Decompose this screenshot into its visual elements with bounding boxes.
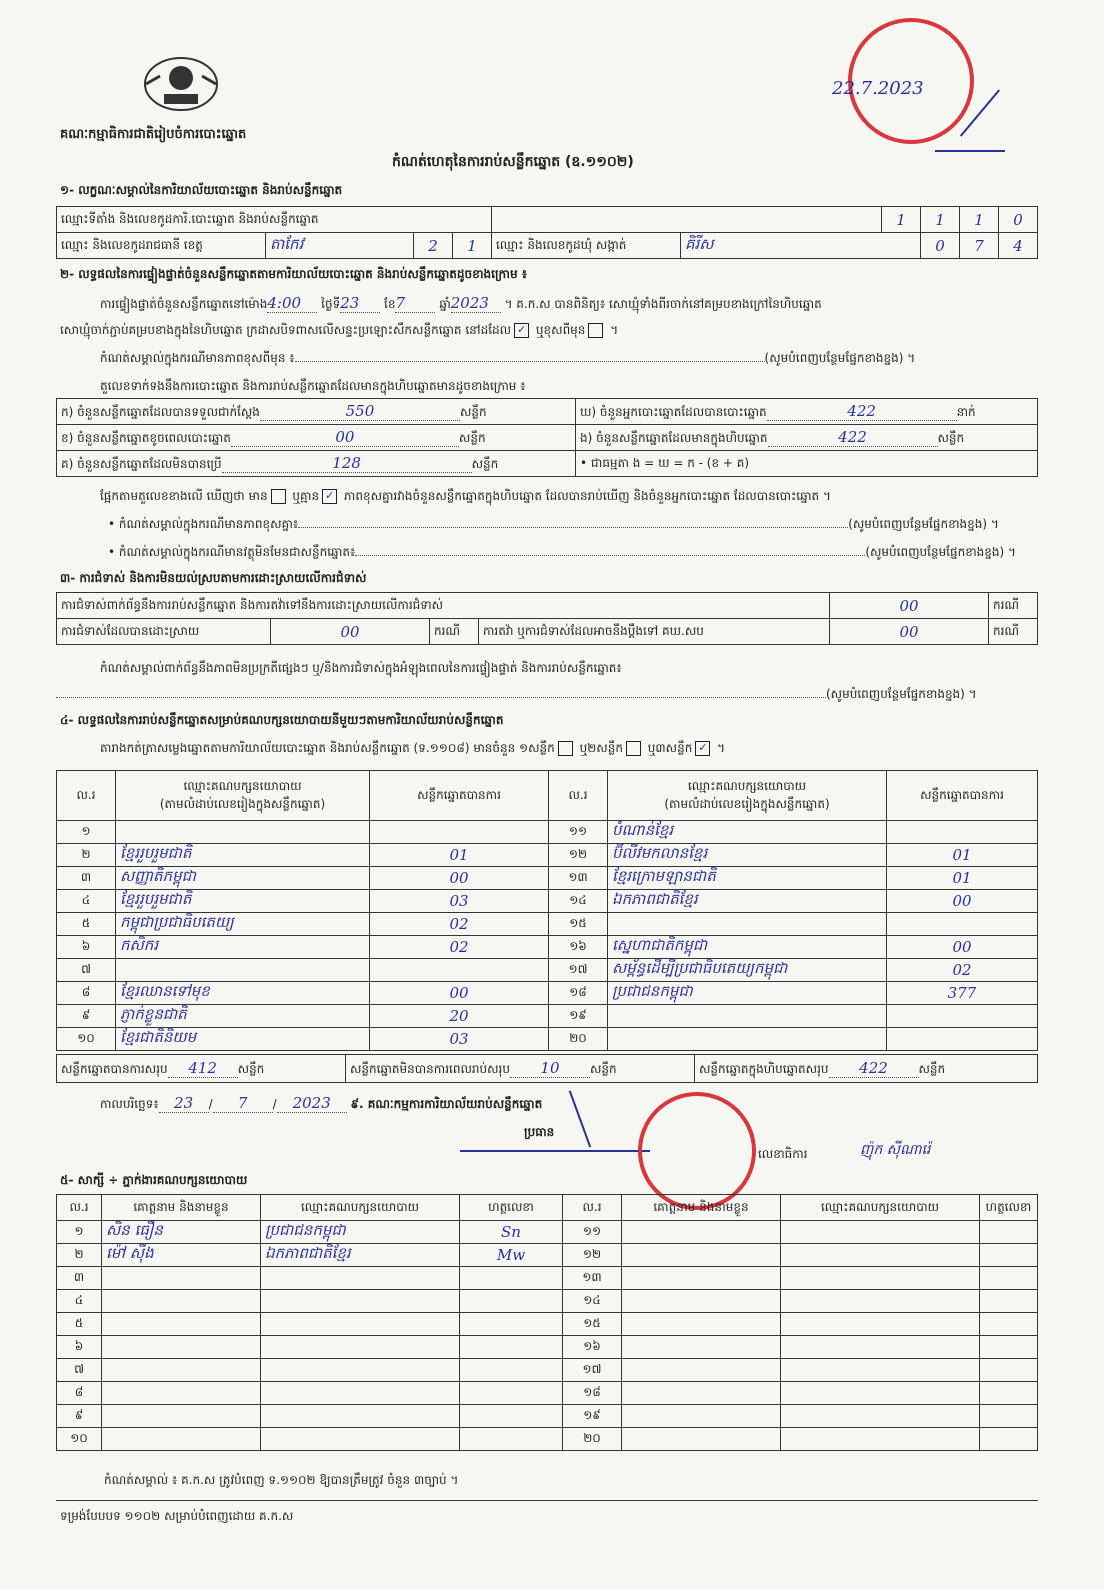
party-name: [116, 821, 370, 844]
emblem-icon: [138, 48, 224, 118]
witness-signature: [980, 1290, 1038, 1313]
witness-signature: Mw: [460, 1244, 563, 1267]
party-name: [608, 1028, 887, 1051]
row-no: ៧: [57, 959, 116, 982]
witness-no: ១២: [563, 1244, 622, 1267]
witness-no: ១៩: [563, 1405, 622, 1428]
witness-signature: [980, 1244, 1038, 1267]
sheet3-checkbox: ✓: [695, 741, 710, 756]
witness-signature: [980, 1382, 1038, 1405]
party-votes: 00: [887, 936, 1038, 959]
row-no: ១៩: [549, 1005, 608, 1028]
party-name: បំណាន់ខ្មែរ: [608, 821, 887, 844]
witness-party: [261, 1290, 460, 1313]
section3-title: ៣- ការជំទាស់ និងការមិនយល់ស្របតាមការដោះស្រាយលើការជំទាស់: [60, 571, 367, 585]
row1-label: ឈ្មោះទីតាំង និងលេខកូដការិ.បោះឆ្នោត និងរាប់សន្លឹកឆ្នោត: [57, 207, 492, 233]
complaint-row1-label: ការជំទាស់ពាក់ព័ន្ធនឹងការរាប់សន្លឹកឆ្នោត និងការតវ៉ាទៅនឹងការដោះស្រាយលើការជំទាស់: [57, 593, 830, 619]
party-name: ខ្មែររួបរួមជាតិ: [116, 844, 370, 867]
count-k: ក) ចំនួនសន្លឹកឆ្នោតដែលបានទទួលជាក់ស្តែង 550 សន្លឹក: [57, 399, 576, 425]
chair-signature-stroke: [569, 1090, 591, 1147]
bullet-difference: • កំណត់សម្គាល់ក្នុងករណីមានភាពខុសគ្នា៖ (សូមបំពេញបន្ថែមផ្នែកខាងខ្នង) ។: [108, 517, 999, 531]
party-votes: 03: [370, 1028, 549, 1051]
verify-year: 2023: [450, 294, 489, 312]
row1-code-4: 0: [999, 207, 1038, 233]
party-votes: 377: [887, 982, 1038, 1005]
witness-name: [622, 1221, 781, 1244]
witness-name: [622, 1405, 781, 1428]
witness-name: សិន ធឿន: [102, 1221, 261, 1244]
party-votes: 20: [370, 1005, 549, 1028]
witness-party: [781, 1267, 980, 1290]
complaint-row2-value: 00: [271, 619, 430, 645]
witness-signature: [980, 1267, 1038, 1290]
table-row: [57, 1244, 1038, 1267]
col-votes-right: សន្លឹកឆ្នោតបានការ: [887, 771, 1038, 821]
witness-no: ១៦: [563, 1336, 622, 1359]
party-name: កសិករ: [116, 936, 370, 959]
section3-note-line: (សូមបំពេញបន្ថែមផ្នែកខាងខ្នង) ។: [56, 686, 977, 704]
w-col-name-left: គោត្តនាម និងនាមខ្លួន: [102, 1195, 261, 1221]
commune-label: ឈ្មោះ និងលេខកូដឃុំ សង្កាត់: [491, 233, 680, 259]
party-votes: 03: [370, 890, 549, 913]
w-col-no-right: ល.រ: [563, 1195, 622, 1221]
commune-code-2: 7: [960, 233, 999, 259]
witness-name: [622, 1428, 781, 1451]
witness-no: ១: [57, 1221, 102, 1244]
complaint-row2b-label: ការតវ៉ា ឬការជំទាស់ដែលអាចនឹងប្តឹងទៅ គឃ.សប: [479, 619, 830, 645]
row-no: ១៥: [549, 913, 608, 936]
committee-name: គណៈកម្មាធិការជាតិរៀបចំការបោះឆ្នោត: [60, 127, 247, 142]
total-valid: សន្លឹកឆ្នោតបានការសរុប 412 សន្លឹក: [57, 1055, 346, 1083]
table-row: [57, 1290, 1038, 1313]
col-votes-left: សន្លឹកឆ្នោតបានការ: [370, 771, 549, 821]
note-line: កំណត់សម្គាល់ក្នុងករណីមានភាពខុសពីមុន ៖ (សូមបំពេញបន្ថែមផ្នែកខាងខ្នង) ។: [100, 351, 916, 365]
table-row: [57, 1028, 1038, 1051]
witness-no: ៩: [57, 1405, 102, 1428]
table-row: [57, 890, 1038, 913]
party-votes: [887, 1028, 1038, 1051]
complaints-table: [56, 592, 1038, 645]
footer-form-ref: ទម្រង់បែបបទ ១១០២ សម្រាប់បំពេញដោយ គ.ក.ស: [60, 1509, 294, 1523]
row-no: ៣: [57, 867, 116, 890]
sheet1-checkbox: [558, 741, 573, 756]
table-row: [57, 959, 1038, 982]
commune-code-1: 0: [921, 233, 960, 259]
party-name: ស្នេហាជាតិកម្ពុជា: [608, 936, 887, 959]
party-votes: 01: [887, 867, 1038, 890]
witness-signature: [980, 1359, 1038, 1382]
commune-name: គិរីស: [680, 233, 920, 259]
witness-name: [622, 1382, 781, 1405]
formula: • ជាធម្មតា ង = ឃ = ក - (ខ + គ): [576, 451, 1038, 477]
chair-label: ប្រធាន: [524, 1125, 555, 1139]
party-votes: [887, 913, 1038, 936]
count-ng: ង) ចំនួនសន្លឹកឆ្នោតដែលមានក្នុងហិបឆ្នោត 422 សន្លឹក: [576, 425, 1038, 451]
table-row: [57, 1336, 1038, 1359]
w-col-sign-right: ហត្ថលេខា: [980, 1195, 1038, 1221]
witness-signature: [460, 1359, 563, 1382]
date-line: កាលបរិច្ឆេទ៖ 23 / 7 / 2023 ៩. គណៈកម្មការការិយាល័យរាប់សន្លឹកឆ្នោត: [100, 1094, 543, 1112]
witness-party: [781, 1290, 980, 1313]
count-gh: ឃ) ចំនួនអ្នកបោះឆ្នោតដែលបានបោះឆ្នោត 422 នាក់: [576, 399, 1038, 425]
party-votes: 00: [887, 890, 1038, 913]
party-votes: 00: [370, 982, 549, 1005]
table-row: [57, 844, 1038, 867]
party-votes: 01: [887, 844, 1038, 867]
secretary-name: ញ៉ុក ស៊ីណារ៉េ: [860, 1142, 931, 1158]
row-no: ៩: [57, 1005, 116, 1028]
witness-party: [261, 1405, 460, 1428]
witness-name: [622, 1244, 781, 1267]
totals-table: [56, 1054, 1038, 1083]
witness-name: [622, 1267, 781, 1290]
party-votes: 01: [370, 844, 549, 867]
row1-code-2: 1: [921, 207, 960, 233]
row-no: ១៧: [549, 959, 608, 982]
col-no-left: ល.រ: [57, 771, 116, 821]
witness-no: ២: [57, 1244, 102, 1267]
table-row: [57, 913, 1038, 936]
commune-code-3: 4: [999, 233, 1038, 259]
party-results-table: [56, 770, 1038, 1051]
witness-name: [102, 1405, 261, 1428]
col-no-right: ល.រ: [549, 771, 608, 821]
complaint-row1-value: 00: [830, 593, 989, 619]
witness-no: ១៧: [563, 1359, 622, 1382]
party-votes: [370, 821, 549, 844]
row1-code-3: 1: [960, 207, 999, 233]
complaint-row2b-value: 00: [830, 619, 989, 645]
count-g: គ) ចំនួនសន្លឹកឆ្នោតដែលមិនបានប្រើ 128 សន្លឹក: [57, 451, 576, 477]
province-name: តាកែវ: [266, 233, 414, 259]
witness-signature: [460, 1313, 563, 1336]
complaint-row2b-unit: ករណី: [989, 619, 1038, 645]
party-votes: [370, 959, 549, 982]
witness-signature: [460, 1382, 563, 1405]
witness-table: [56, 1194, 1038, 1451]
witness-party: [261, 1382, 460, 1405]
party-name: ខ្មែរជាតិនិយម: [116, 1028, 370, 1051]
w-col-no-left: ល.រ: [57, 1195, 102, 1221]
province-label: ឈ្មោះ និងលេខកូដរាជធានី ខេត្ត: [57, 233, 266, 259]
witness-no: ១៨: [563, 1382, 622, 1405]
witness-party: [261, 1359, 460, 1382]
row-no: ១៤: [549, 890, 608, 913]
has-diff-checkbox: [271, 489, 286, 504]
party-name: សម្ព័ន្ធដើម្បីប្រជាធិបតេយ្យកម្ពុជា: [608, 959, 887, 982]
section4-title: ៤- លទ្ធផលនៃការរាប់សន្លឹកឆ្នោតសម្រាប់គណបក្សនយោបាយនីមួយៗតាមការិយាល័យរាប់សន្លឹកឆ្នោត: [60, 713, 504, 727]
table-row: [57, 1428, 1038, 1451]
table-row: [57, 867, 1038, 890]
party-name: កម្ពុជាប្រជាធិបតេយ្យ: [116, 913, 370, 936]
witness-signature: [460, 1428, 563, 1451]
table-row: [57, 1313, 1038, 1336]
witness-party: ប្រជាជនកម្ពុជា: [261, 1221, 460, 1244]
witness-name: [102, 1290, 261, 1313]
same-checkbox: ✓: [514, 323, 529, 338]
party-votes: 02: [370, 936, 549, 959]
witness-party: [261, 1428, 460, 1451]
count-kh: ខ) ចំនួនសន្លឹកឆ្នោតខូចពេលបោះឆ្នោត 00 សន្លឹក: [57, 425, 576, 451]
row-no: ១១: [549, 821, 608, 844]
party-name: ខ្មែរក្រោមឡានជាតិ: [608, 867, 887, 890]
total-box: សន្លឹកឆ្នោតក្នុងហិបឆ្នោតសរុប 422 សន្លឹក: [695, 1055, 1038, 1083]
row-no: ១០: [57, 1028, 116, 1051]
no-diff-checkbox: ✓: [322, 489, 337, 504]
table-row: [57, 1221, 1038, 1244]
verification-line-1: ការផ្ទៀងផ្ទាត់ចំនួនសន្លឹកឆ្នោតនៅម៉ោង4:00 ថ្ងៃទី23 ខែ7 ឆ្នាំ2023 ។ គ.ក.ស បានពិនិត្យ៖ សោឃ្មុំទាំងពីរចាក់នៅគម្របខាងក្រៅនៃហិបឆ្នោត: [100, 294, 822, 312]
witness-party: [781, 1221, 980, 1244]
witness-no: ៧: [57, 1359, 102, 1382]
table-row: [57, 1359, 1038, 1382]
bullet-nonballot: • កំណត់សម្គាល់ក្នុងករណីមានវត្ថុមិនមែនជាសន្លឹកឆ្នោត៖ (សូមបំពេញបន្ថែមផ្នែកខាងខ្នង) ។: [108, 545, 1016, 559]
section2-title: ២- លទ្ធផលនៃការផ្ទៀងផ្ទាត់ចំនួនសន្លឹកឆ្នោតតាមការិយាល័យបោះឆ្នោត និងរាប់សន្លឹកឆ្នោតដូចខាងក្រោម ៖: [60, 267, 528, 281]
signature-top-line: [935, 150, 1005, 152]
row-no: ៦: [57, 936, 116, 959]
witness-no: ៥: [57, 1313, 102, 1336]
row-no: ៨: [57, 982, 116, 1005]
row-no: ២: [57, 844, 116, 867]
witness-signature: [980, 1428, 1038, 1451]
section3-note: កំណត់សម្គាល់ពាក់ព័ន្ធនឹងភាពមិនប្រក្រតីផ្សេងៗ ឬ/និងការជំទាស់ក្នុងអំឡុងពេលនៃការផ្ទៀងផ្ទាត់ និងការរាប់សន្លឹកឆ្នោត៖: [100, 661, 622, 675]
row-no: ១២: [549, 844, 608, 867]
w-col-name-right: គោត្តនាម និងនាមខ្លួន: [622, 1195, 781, 1221]
witness-name: [622, 1290, 781, 1313]
party-name: ឯកភាពជាតិខ្មែរ: [608, 890, 887, 913]
party-name: ខ្មែរឈានទៅមុខ: [116, 982, 370, 1005]
witness-name: [102, 1313, 261, 1336]
row-no: ១៦: [549, 936, 608, 959]
witness-party: [781, 1405, 980, 1428]
witness-signature: [980, 1221, 1038, 1244]
w-col-party-right: ឈ្មោះគណបក្សនយោបាយ: [781, 1195, 980, 1221]
witness-party: [261, 1313, 460, 1336]
section1-title: ១- លក្ខណៈសម្គាល់នៃការិយាល័យបោះឆ្នោត និងរាប់សន្លឹកឆ្នោត: [60, 183, 343, 197]
table-row: [57, 982, 1038, 1005]
table-row: [57, 1405, 1038, 1428]
party-name: [608, 1005, 887, 1028]
witness-no: ៤: [57, 1290, 102, 1313]
table-row: [57, 1267, 1038, 1290]
form-title: កំណត់ហេតុនៃការរាប់សន្លឹកឆ្នោត (ឧ.១១០២): [392, 154, 634, 170]
party-name: ប៊ីលីវមកលានខ្មែរ: [608, 844, 887, 867]
table-row: [57, 1005, 1038, 1028]
w-col-party-left: ឈ្មោះគណបក្សនយោបាយ: [261, 1195, 460, 1221]
witness-no: ៨: [57, 1382, 102, 1405]
witness-signature: [460, 1405, 563, 1428]
party-votes: 02: [370, 913, 549, 936]
witness-name: [102, 1267, 261, 1290]
counts-intro: តួលេខទាក់ទងនឹងការបោះឆ្នោត និងការរាប់សន្លឹកឆ្នោតដែលមានក្នុងហិបឆ្នោតមានដូចខាងក្រោម ៖: [100, 379, 526, 393]
witness-no: ៦: [57, 1336, 102, 1359]
party-name: [116, 959, 370, 982]
party-name: [608, 913, 887, 936]
different-checkbox: [588, 323, 603, 338]
verify-day: 23: [340, 294, 360, 312]
official-stamp-bottom: [638, 1092, 756, 1210]
row-no: ១៣: [549, 867, 608, 890]
party-votes: [887, 821, 1038, 844]
witness-no: ២០: [563, 1428, 622, 1451]
stamp-handwritten-date: 22.7.2023: [832, 78, 924, 99]
complaint-row2-label: ការជំទាស់ដែលបានដោះស្រាយ: [57, 619, 271, 645]
sheet2-checkbox: [626, 741, 641, 756]
party-name: សញ្ញាតិកម្ពុជា: [116, 867, 370, 890]
witness-name: [102, 1428, 261, 1451]
row-no: ១៨: [549, 982, 608, 1005]
row-no: ២០: [549, 1028, 608, 1051]
witness-signature: Sn: [460, 1221, 563, 1244]
counts-table: [56, 398, 1038, 477]
party-name: ភ្ញាក់ខ្លួនជាតិ: [116, 1005, 370, 1028]
party-votes: [887, 1005, 1038, 1028]
verify-month: 7: [395, 294, 406, 312]
witness-party: [781, 1244, 980, 1267]
footer-divider: [56, 1500, 1038, 1501]
party-name: ខ្មែររួបរួមជាតិ: [116, 890, 370, 913]
witness-party: [781, 1336, 980, 1359]
party-votes: 00: [370, 867, 549, 890]
witness-no: ១៥: [563, 1313, 622, 1336]
witness-name: [102, 1382, 261, 1405]
total-invalid: សន្លឹកឆ្នោតមិនបានការពេលរាប់សរុប 10 សន្លឹក: [346, 1055, 695, 1083]
row-no: ៤: [57, 890, 116, 913]
secretary-label: លេខាធិការ: [758, 1147, 808, 1161]
witness-party: [261, 1267, 460, 1290]
verification-line-2: សោឃ្មុំចាក់ភ្ជាប់គម្របខាងក្នុងនៃហិបឆ្នោត ក្រដាសបិទពាសលើសន្ទះប្រឡោះសឹកសន្លឹកឆ្នោត នៅដដែល ✓ ឬខុសពីមុន ។: [60, 323, 619, 337]
witness-party: [781, 1382, 980, 1405]
witness-signature: [460, 1290, 563, 1313]
witness-name: [102, 1359, 261, 1382]
party-name: ប្រជាជនកម្ពុជា: [608, 982, 887, 1005]
witness-signature: [980, 1405, 1038, 1428]
table-row: [57, 936, 1038, 959]
chair-signature: [460, 1150, 650, 1152]
col-party-right: ឈ្មោះគណបក្សនយោបាយ (តាមលំដាប់លេខរៀងក្នុងសន្លឹកឆ្នោត): [608, 771, 887, 821]
province-code-1: 2: [413, 233, 452, 259]
witness-no: ១៣: [563, 1267, 622, 1290]
witness-name: [622, 1336, 781, 1359]
col-party-left: ឈ្មោះគណបក្សនយោបាយ (តាមលំដាប់លេខរៀងក្នុងសន្លឹកឆ្នោត): [116, 771, 370, 821]
witness-no: ១៤: [563, 1290, 622, 1313]
witness-name: [622, 1313, 781, 1336]
witness-party: ឯកភាពជាតិខ្មែរ: [261, 1244, 460, 1267]
section1-table: [56, 206, 1038, 259]
table-row: [57, 1382, 1038, 1405]
witness-party: [781, 1359, 980, 1382]
witness-party: [261, 1336, 460, 1359]
section5-title: ៥- សាក្សី ÷ ភ្នាក់ងារគណបក្សនយោបាយ: [60, 1173, 248, 1187]
section4-intro: តារាងកត់ត្រាសម្លេងឆ្នោតតាមការិយាល័យបោះឆ្នោត និងរាប់សន្លឹកឆ្នោត (ទ.១១០៨) មានចំនួន ១សន្លឹក ឬ២សន្លឹក ឬ៣សន្លឹក ✓ ។: [100, 741, 726, 755]
table-row: [57, 821, 1038, 844]
party-votes: 02: [887, 959, 1038, 982]
witness-party: [781, 1313, 980, 1336]
province-code-2: 1: [452, 233, 491, 259]
witness-no: ១១: [563, 1221, 622, 1244]
w-col-sign-left: ហត្ថលេខា: [460, 1195, 563, 1221]
complaint-row1-unit: ករណី: [989, 593, 1038, 619]
witness-party: [781, 1428, 980, 1451]
witness-signature: [980, 1313, 1038, 1336]
witness-signature: [460, 1267, 563, 1290]
row1-code-1: 1: [882, 207, 921, 233]
witness-no: ៣: [57, 1267, 102, 1290]
witness-name: [102, 1336, 261, 1359]
complaint-row2-unit: ករណី: [430, 619, 479, 645]
witness-name: [622, 1359, 781, 1382]
verify-time: 4:00: [267, 294, 302, 312]
row-no: ៥: [57, 913, 116, 936]
compare-line: ផ្អែកតាមតួលេខខាងលើ ឃើញថា មាន ឬគ្មាន ✓ ភាពខុសគ្នារវាងចំនួនសន្លឹកឆ្នោតក្នុងហិបឆ្នោត ដែលបានរាប់ឃើញ និងចំនួនអ្នកបោះឆ្នោត ដែលបានបោះឆ្នោត ។: [100, 489, 831, 503]
witness-signature: [460, 1336, 563, 1359]
witness-no: ១០: [57, 1428, 102, 1451]
footer-note: កំណត់សម្គាល់ ៖ គ.ក.ស ត្រូវបំពេញ ទ.១១០២ ឱ្យបានត្រឹមត្រូវ ចំនួន ៣ច្បាប់ ។: [104, 1473, 459, 1487]
witness-name: ម៉ៅ ស៊ីង: [102, 1244, 261, 1267]
witness-signature: [980, 1336, 1038, 1359]
row-no: ១: [57, 821, 116, 844]
